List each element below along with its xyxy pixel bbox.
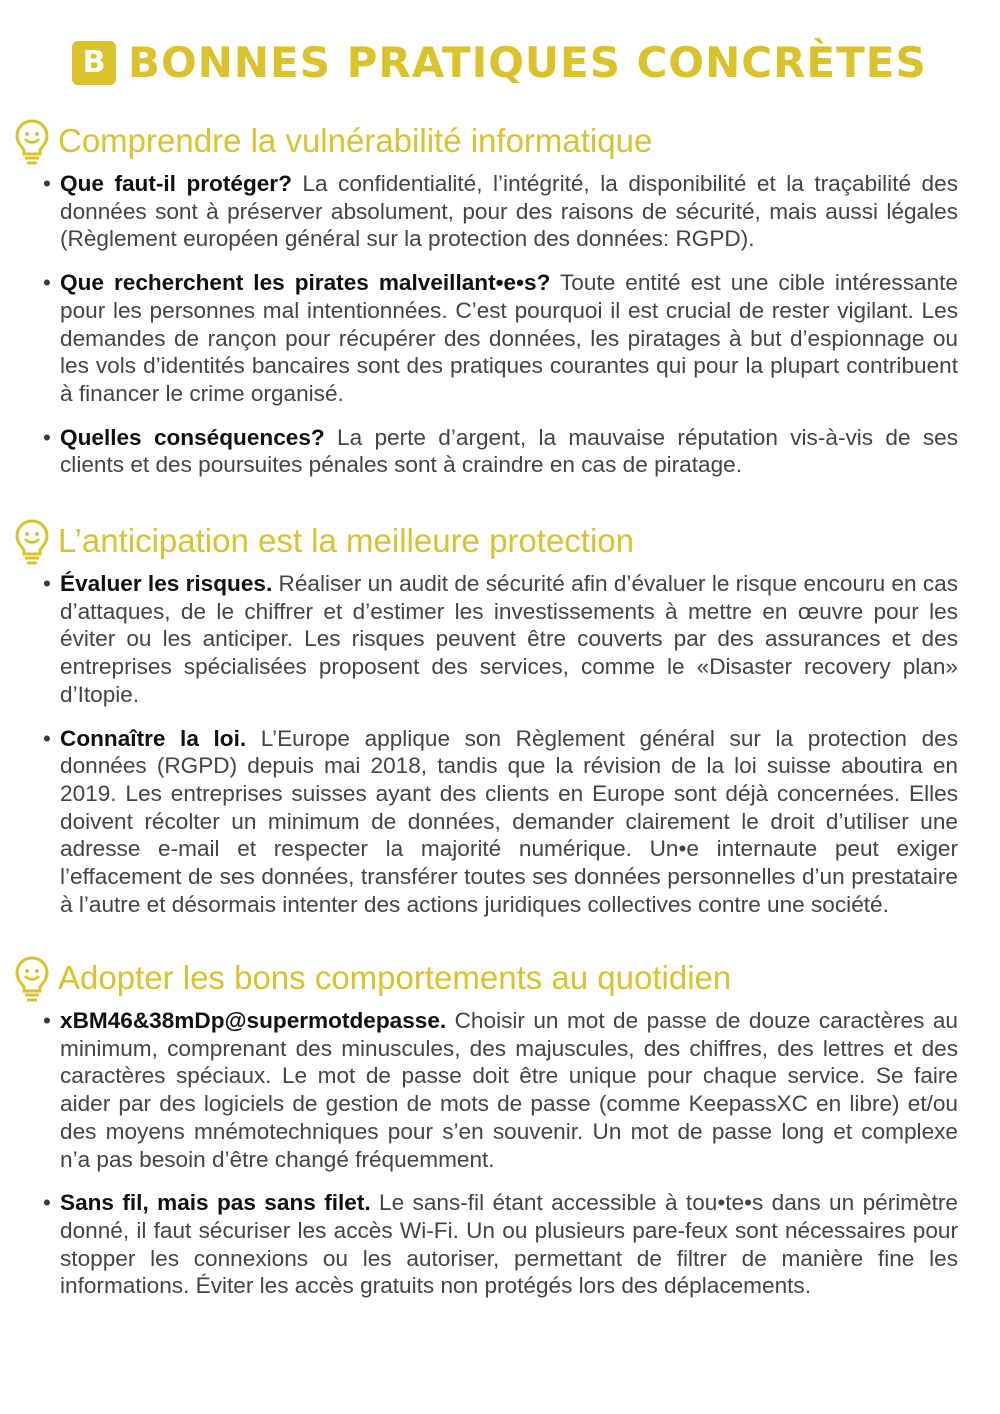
item-body: Toute entité est une cible intéressante pour les personnes mal intentionnées. C’est pourquoi il est crucial de rester vigilant. Les demandes de rançon pour récupérer des données, les piratages à but d’espionnage ou les vols d’identités bancaires sont des pratiques courantes qui pour la plupart contribuent à financer le crime organisé. [60, 270, 959, 406]
list-item [0, 170, 1000, 253]
page-title: BONNES PRATIQUES CONCRÈTES [128, 38, 927, 87]
item-body: La perte d’argent, la mauvaise réputation vis-à-vis de ses clients et des poursuites pénales sont à craindre en cas de piratage. [60, 424, 958, 478]
section-comportements [0, 955, 1000, 1316]
list-item [0, 1007, 1000, 1173]
section-title: Comprendre la vulnérabilité informatique [58, 122, 653, 159]
section-vulnerabilite [0, 118, 1000, 495]
item-body: Réaliser un audit de sécurité afin d’évaluer le risque encouru en cas d’attaques, de le chiffrer et d’estimer les investissements à mettre en œuvre pour les éviter ou les anticiper. Les risques peuvent être couverts par des assurances et des entreprises spécialisées proposent des services, comme le «Disaster recovery plan» d’Itopie. [60, 571, 958, 707]
item-body: Choisir un mot de passe de douze caractères au minimum, comprenant des minuscules, des majuscules, des chiffres, des lettres et des caractères spéciaux. Le mot de passe doit être unique pour chaque service. Se faire aider par des logiciels de gestion de mots de passe (comme KeepassXC en libre) et/ou des moyens mnémotechniques pour s’en souvenir. Un mot de passe long et complexe n’a pas besoin d’être changé fréquemment. [60, 1008, 958, 1172]
item-lead: Connaître la loi. [60, 725, 247, 751]
list-item [0, 269, 1000, 408]
section-heading [0, 118, 1000, 170]
item-lead: Évaluer les risques. [60, 571, 273, 596]
page-header [72, 38, 927, 87]
bullet-list [0, 570, 1000, 918]
lightbulb-icon [14, 518, 50, 573]
section-heading [0, 955, 1000, 1007]
bullet-list [0, 170, 1000, 479]
item-body: Le sans-fil étant accessible à tou•te•s dans un périmètre donné, il faut sécuriser les accès Wi-Fi. Un ou plusieurs pare-feux sont nécessaires pour stopper les connexions ou les autoriser, permettant de filtrer de manière fine les informations. Éviter les accès gratuits non protégés lors des déplacements. [60, 1190, 958, 1299]
section-title: Adopter les bons comportements au quotidien [58, 959, 732, 996]
list-item [0, 424, 1000, 479]
section-heading [0, 518, 1000, 570]
section-anticipation [0, 518, 1000, 934]
lightbulb-icon [14, 118, 50, 173]
item-lead: Quelles conséquences? [60, 424, 325, 450]
list-item [0, 570, 1000, 709]
lightbulb-icon [14, 955, 50, 1010]
section-title: L’anticipation est la meilleure protection [58, 522, 635, 559]
section-badge: B [72, 41, 116, 85]
item-lead: xBM46&38mDp@supermotdepasse. [60, 1008, 447, 1033]
item-lead: Que recherchent les pirates malveillant•e•s? [60, 270, 551, 296]
item-lead: Que faut-il protéger? [60, 171, 292, 196]
item-lead: Sans fil, mais pas sans filet. [60, 1190, 371, 1216]
list-item [0, 1189, 1000, 1300]
bullet-list [0, 1007, 1000, 1300]
item-body: L’Europe applique son Règlement général sur la protection des données (RGPD) depuis mai 2018, tandis que la révision de la loi suisse aboutira en 2019. Les entreprises suisses ayant des clients en Europe sont déjà concernées. Elles doivent récolter un minimum de données, demander clairement le droit d’utiliser une adresse e-mail et respecter la majorité numérique. Un•e internaute peut exiger l’effacement de ses données, transférer toutes ses données personnelles d’un prestataire à l’autre et désormais intenter des actions juridiques collectives contre une société. [60, 725, 958, 917]
item-body: La confidentialité, l’intégrité, la disponibilité et la traçabilité des données sont à préserver absolument, pour des raisons de sécurité, mais aussi légales (Règlement européen général sur la protection des données: RGPD). [60, 171, 958, 252]
list-item [0, 725, 1000, 919]
